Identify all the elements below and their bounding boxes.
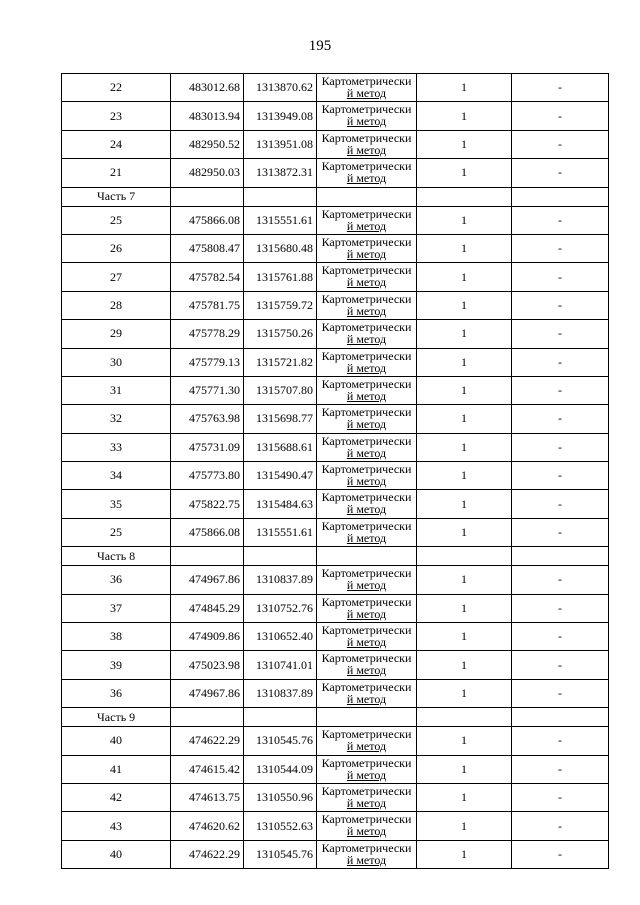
y-coordinate-cell: 1315698.77 xyxy=(244,405,317,433)
method-cell xyxy=(317,206,417,234)
y-coordinate-cell: 1310837.89 xyxy=(244,679,317,707)
accuracy-cell: 1 xyxy=(417,490,512,518)
accuracy-cell: 1 xyxy=(417,623,512,651)
method-text-line2: й метод xyxy=(346,246,387,261)
method-cell xyxy=(317,320,417,348)
y-coordinate-cell: 1310545.76 xyxy=(244,727,317,755)
point-number-cell: 42 xyxy=(62,783,171,811)
table-row xyxy=(62,291,609,319)
point-number-cell: 35 xyxy=(62,490,171,518)
method-text-line1: Картометрически xyxy=(321,783,412,798)
description-cell: - xyxy=(512,376,609,404)
point-number-cell: 32 xyxy=(62,405,171,433)
accuracy-cell: 1 xyxy=(417,727,512,755)
empty-cell xyxy=(317,708,417,727)
accuracy-cell: 1 xyxy=(417,291,512,319)
accuracy-cell: 1 xyxy=(417,433,512,461)
y-coordinate-cell: 1310545.76 xyxy=(244,840,317,868)
point-number-cell: 37 xyxy=(62,594,171,622)
method-cell xyxy=(317,812,417,840)
page-number: 195 xyxy=(308,38,332,54)
point-number-cell: 33 xyxy=(62,433,171,461)
accuracy-cell: 1 xyxy=(417,348,512,376)
method-text-line1: Картометрически xyxy=(321,840,412,855)
description-cell: - xyxy=(512,783,609,811)
description-cell: - xyxy=(512,518,609,546)
accuracy-cell: 1 xyxy=(417,518,512,546)
description-cell: - xyxy=(512,234,609,262)
method-cell xyxy=(317,159,417,187)
y-coordinate-cell: 1313872.31 xyxy=(244,159,317,187)
x-coordinate-cell: 475781.75 xyxy=(171,291,244,319)
point-number-cell: 26 xyxy=(62,234,171,262)
description-cell: - xyxy=(512,566,609,594)
x-coordinate-cell: 474909.86 xyxy=(171,623,244,651)
method-text-line1: Картометрически xyxy=(321,755,412,770)
table-row xyxy=(62,102,609,130)
coordinates-table-body xyxy=(62,74,609,869)
y-coordinate-cell: 1315680.48 xyxy=(244,234,317,262)
point-number-cell: 31 xyxy=(62,376,171,404)
description-cell: - xyxy=(512,320,609,348)
point-number-cell: 29 xyxy=(62,320,171,348)
method-text-line2: й метод xyxy=(346,303,387,318)
table-row xyxy=(62,518,609,546)
method-text-line1: Картометрически xyxy=(321,234,412,249)
x-coordinate-cell: 475771.30 xyxy=(171,376,244,404)
description-cell: - xyxy=(512,74,609,102)
method-text-line2: й метод xyxy=(346,171,387,186)
method-cell xyxy=(317,679,417,707)
point-number-cell: 41 xyxy=(62,755,171,783)
point-number-cell: 24 xyxy=(62,130,171,158)
y-coordinate-cell: 1315688.61 xyxy=(244,433,317,461)
y-coordinate-cell: 1310552.63 xyxy=(244,812,317,840)
method-text-line2: й метод xyxy=(346,417,387,432)
x-coordinate-cell: 482950.03 xyxy=(171,159,244,187)
method-text-line2: й метод xyxy=(346,86,387,100)
method-text-line2: й метод xyxy=(346,502,387,517)
method-text-line1: Картометрически xyxy=(321,518,412,533)
method-text-line1: Картометрически xyxy=(321,206,412,221)
description-cell: - xyxy=(512,263,609,291)
method-cell xyxy=(317,755,417,783)
description-cell: - xyxy=(512,623,609,651)
point-number-cell: 23 xyxy=(62,102,171,130)
point-number-cell: 30 xyxy=(62,348,171,376)
method-text-line1: Картометрически xyxy=(321,376,412,391)
x-coordinate-cell: 474967.86 xyxy=(171,679,244,707)
method-cell xyxy=(317,518,417,546)
method-cell xyxy=(317,623,417,651)
x-coordinate-cell: 475763.98 xyxy=(171,405,244,433)
y-coordinate-cell: 1310652.40 xyxy=(244,623,317,651)
table-row xyxy=(62,566,609,594)
x-coordinate-cell: 475822.75 xyxy=(171,490,244,518)
method-text-line1: Картометрически xyxy=(321,727,412,742)
point-number-cell: 38 xyxy=(62,623,171,651)
method-text-line2: й метод xyxy=(346,218,387,233)
x-coordinate-cell: 475779.13 xyxy=(171,348,244,376)
table-row xyxy=(62,234,609,262)
accuracy-cell: 1 xyxy=(417,651,512,679)
method-cell xyxy=(317,651,417,679)
accuracy-cell: 1 xyxy=(417,130,512,158)
x-coordinate-cell: 474615.42 xyxy=(171,755,244,783)
method-text-line2: й метод xyxy=(346,635,387,650)
y-coordinate-cell: 1313951.08 xyxy=(244,130,317,158)
table-row xyxy=(62,74,609,102)
method-text-line2: й метод xyxy=(346,852,387,867)
y-coordinate-cell: 1310752.76 xyxy=(244,594,317,622)
method-text-line2: й метод xyxy=(346,142,387,157)
method-text-line1: Картометрически xyxy=(321,566,412,581)
table-row xyxy=(62,159,609,187)
point-number-cell: 43 xyxy=(62,812,171,840)
y-coordinate-cell: 1315750.26 xyxy=(244,320,317,348)
empty-cell xyxy=(244,708,317,727)
y-coordinate-cell: 1315721.82 xyxy=(244,348,317,376)
method-text-line2: й метод xyxy=(346,663,387,678)
point-number-cell: 25 xyxy=(62,518,171,546)
y-coordinate-cell: 1315551.61 xyxy=(244,206,317,234)
point-number-cell: 36 xyxy=(62,679,171,707)
x-coordinate-cell: 475808.47 xyxy=(171,234,244,262)
description-cell: - xyxy=(512,462,609,490)
empty-cell xyxy=(512,708,609,727)
empty-cell xyxy=(171,187,244,206)
method-text-line2: й метод xyxy=(346,578,387,593)
accuracy-cell: 1 xyxy=(417,234,512,262)
table-row xyxy=(62,263,609,291)
y-coordinate-cell: 1315707.80 xyxy=(244,376,317,404)
method-text-line2: й метод xyxy=(346,824,387,839)
x-coordinate-cell: 482950.52 xyxy=(171,130,244,158)
method-text-line1: Картометрически xyxy=(321,74,412,88)
method-cell xyxy=(317,594,417,622)
empty-cell xyxy=(317,547,417,566)
x-coordinate-cell: 475778.29 xyxy=(171,320,244,348)
method-cell xyxy=(317,348,417,376)
x-coordinate-cell: 483013.94 xyxy=(171,102,244,130)
table-row xyxy=(62,783,609,811)
method-text-line1: Картометрически xyxy=(321,291,412,306)
method-text-line2: й метод xyxy=(346,360,387,375)
method-text-line2: й метод xyxy=(346,332,387,347)
point-number-cell: 25 xyxy=(62,206,171,234)
method-text-line1: Картометрически xyxy=(321,651,412,666)
method-text-line2: й метод xyxy=(346,114,387,129)
y-coordinate-cell: 1310741.01 xyxy=(244,651,317,679)
description-cell: - xyxy=(512,102,609,130)
empty-cell xyxy=(417,708,512,727)
accuracy-cell: 1 xyxy=(417,74,512,102)
method-text-line1: Картометрически xyxy=(321,623,412,638)
method-text-line1: Картометрически xyxy=(321,130,412,145)
table-row xyxy=(62,679,609,707)
accuracy-cell: 1 xyxy=(417,159,512,187)
table-row xyxy=(62,433,609,461)
description-cell: - xyxy=(512,405,609,433)
method-text-line2: й метод xyxy=(346,275,387,290)
description-cell: - xyxy=(512,206,609,234)
description-cell: - xyxy=(512,755,609,783)
y-coordinate-cell: 1313870.62 xyxy=(244,74,317,102)
section-label: Часть 9 xyxy=(62,708,171,727)
table-row xyxy=(62,376,609,404)
method-text-line2: й метод xyxy=(346,795,387,810)
description-cell: - xyxy=(512,348,609,376)
accuracy-cell: 1 xyxy=(417,755,512,783)
accuracy-cell: 1 xyxy=(417,594,512,622)
method-text-line1: Картометрически xyxy=(321,594,412,609)
accuracy-cell: 1 xyxy=(417,679,512,707)
x-coordinate-cell: 474620.62 xyxy=(171,812,244,840)
method-cell xyxy=(317,783,417,811)
method-text-line1: Картометрически xyxy=(321,433,412,448)
method-text-line1: Картометрически xyxy=(321,679,412,694)
method-text-line1: Картометрически xyxy=(321,490,412,505)
method-text-line2: й метод xyxy=(346,445,387,460)
method-text-line1: Картометрически xyxy=(321,263,412,278)
description-cell: - xyxy=(512,291,609,319)
section-label: Часть 7 xyxy=(62,187,171,206)
y-coordinate-cell: 1315490.47 xyxy=(244,462,317,490)
method-cell xyxy=(317,291,417,319)
y-coordinate-cell: 1315759.72 xyxy=(244,291,317,319)
description-cell: - xyxy=(512,130,609,158)
y-coordinate-cell: 1315761.88 xyxy=(244,263,317,291)
method-cell xyxy=(317,405,417,433)
table-row xyxy=(62,755,609,783)
method-text-line1: Картометрически xyxy=(321,405,412,420)
accuracy-cell: 1 xyxy=(417,783,512,811)
point-number-cell: 39 xyxy=(62,651,171,679)
method-text-line1: Картометрически xyxy=(321,320,412,335)
description-cell: - xyxy=(512,727,609,755)
section-row xyxy=(62,187,609,206)
empty-cell xyxy=(417,187,512,206)
table-row xyxy=(62,594,609,622)
method-text-line2: й метод xyxy=(346,767,387,782)
x-coordinate-cell: 475782.54 xyxy=(171,263,244,291)
accuracy-cell: 1 xyxy=(417,320,512,348)
table-row xyxy=(62,840,609,868)
x-coordinate-cell: 475773.80 xyxy=(171,462,244,490)
description-cell: - xyxy=(512,651,609,679)
accuracy-cell: 1 xyxy=(417,566,512,594)
empty-cell xyxy=(171,547,244,566)
method-cell xyxy=(317,74,417,102)
x-coordinate-cell: 474967.86 xyxy=(171,566,244,594)
description-cell: - xyxy=(512,490,609,518)
method-text-line1: Картометрически xyxy=(321,348,412,363)
table-row xyxy=(62,727,609,755)
table-row xyxy=(62,348,609,376)
description-cell: - xyxy=(512,433,609,461)
method-text-line2: й метод xyxy=(346,606,387,621)
method-text-line2: й метод xyxy=(346,530,387,545)
point-number-cell: 40 xyxy=(62,727,171,755)
empty-cell xyxy=(171,708,244,727)
x-coordinate-cell: 475866.08 xyxy=(171,206,244,234)
table-row xyxy=(62,130,609,158)
y-coordinate-cell: 1310544.09 xyxy=(244,755,317,783)
accuracy-cell: 1 xyxy=(417,263,512,291)
point-number-cell: 22 xyxy=(62,74,171,102)
x-coordinate-cell: 474622.29 xyxy=(171,840,244,868)
description-cell: - xyxy=(512,840,609,868)
accuracy-cell: 1 xyxy=(417,102,512,130)
point-number-cell: 40 xyxy=(62,840,171,868)
accuracy-cell: 1 xyxy=(417,206,512,234)
section-row xyxy=(62,708,609,727)
method-text-line1: Картометрически xyxy=(321,159,412,174)
method-cell xyxy=(317,433,417,461)
table-row xyxy=(62,320,609,348)
description-cell: - xyxy=(512,679,609,707)
x-coordinate-cell: 474613.75 xyxy=(171,783,244,811)
table-row xyxy=(62,462,609,490)
empty-cell xyxy=(317,187,417,206)
y-coordinate-cell: 1315551.61 xyxy=(244,518,317,546)
coordinates-table xyxy=(61,73,609,869)
x-coordinate-cell: 475866.08 xyxy=(171,518,244,546)
table-row xyxy=(62,490,609,518)
x-coordinate-cell: 475731.09 xyxy=(171,433,244,461)
method-cell xyxy=(317,462,417,490)
empty-cell xyxy=(244,547,317,566)
accuracy-cell: 1 xyxy=(417,376,512,404)
table-row xyxy=(62,405,609,433)
accuracy-cell: 1 xyxy=(417,812,512,840)
empty-cell xyxy=(417,547,512,566)
method-cell xyxy=(317,263,417,291)
method-cell xyxy=(317,490,417,518)
method-text-line2: й метод xyxy=(346,739,387,754)
y-coordinate-cell: 1310837.89 xyxy=(244,566,317,594)
x-coordinate-cell: 483012.68 xyxy=(171,74,244,102)
accuracy-cell: 1 xyxy=(417,462,512,490)
method-text-line1: Картометрически xyxy=(321,462,412,477)
table-row xyxy=(62,812,609,840)
point-number-cell: 21 xyxy=(62,159,171,187)
method-text-line2: й метод xyxy=(346,388,387,403)
table-row xyxy=(62,206,609,234)
empty-cell xyxy=(512,547,609,566)
point-number-cell: 28 xyxy=(62,291,171,319)
y-coordinate-cell: 1313949.08 xyxy=(244,102,317,130)
accuracy-cell: 1 xyxy=(417,405,512,433)
description-cell: - xyxy=(512,594,609,622)
empty-cell xyxy=(244,187,317,206)
method-cell xyxy=(317,130,417,158)
method-cell xyxy=(317,376,417,404)
section-label: Часть 8 xyxy=(62,547,171,566)
accuracy-cell: 1 xyxy=(417,840,512,868)
method-cell xyxy=(317,566,417,594)
method-text-line1: Картометрически xyxy=(321,102,412,117)
point-number-cell: 34 xyxy=(62,462,171,490)
x-coordinate-cell: 475023.98 xyxy=(171,651,244,679)
method-cell xyxy=(317,840,417,868)
method-text-line1: Картометрически xyxy=(321,812,412,827)
method-text-line2: й метод xyxy=(346,691,387,706)
table-row xyxy=(62,623,609,651)
description-cell: - xyxy=(512,812,609,840)
point-number-cell: 27 xyxy=(62,263,171,291)
table-row xyxy=(62,651,609,679)
y-coordinate-cell: 1310550.96 xyxy=(244,783,317,811)
section-row xyxy=(62,547,609,566)
method-text-line2: й метод xyxy=(346,474,387,489)
y-coordinate-cell: 1315484.63 xyxy=(244,490,317,518)
description-cell: - xyxy=(512,159,609,187)
method-cell xyxy=(317,102,417,130)
point-number-cell: 36 xyxy=(62,566,171,594)
method-cell xyxy=(317,727,417,755)
method-cell xyxy=(317,234,417,262)
x-coordinate-cell: 474622.29 xyxy=(171,727,244,755)
empty-cell xyxy=(512,187,609,206)
x-coordinate-cell: 474845.29 xyxy=(171,594,244,622)
